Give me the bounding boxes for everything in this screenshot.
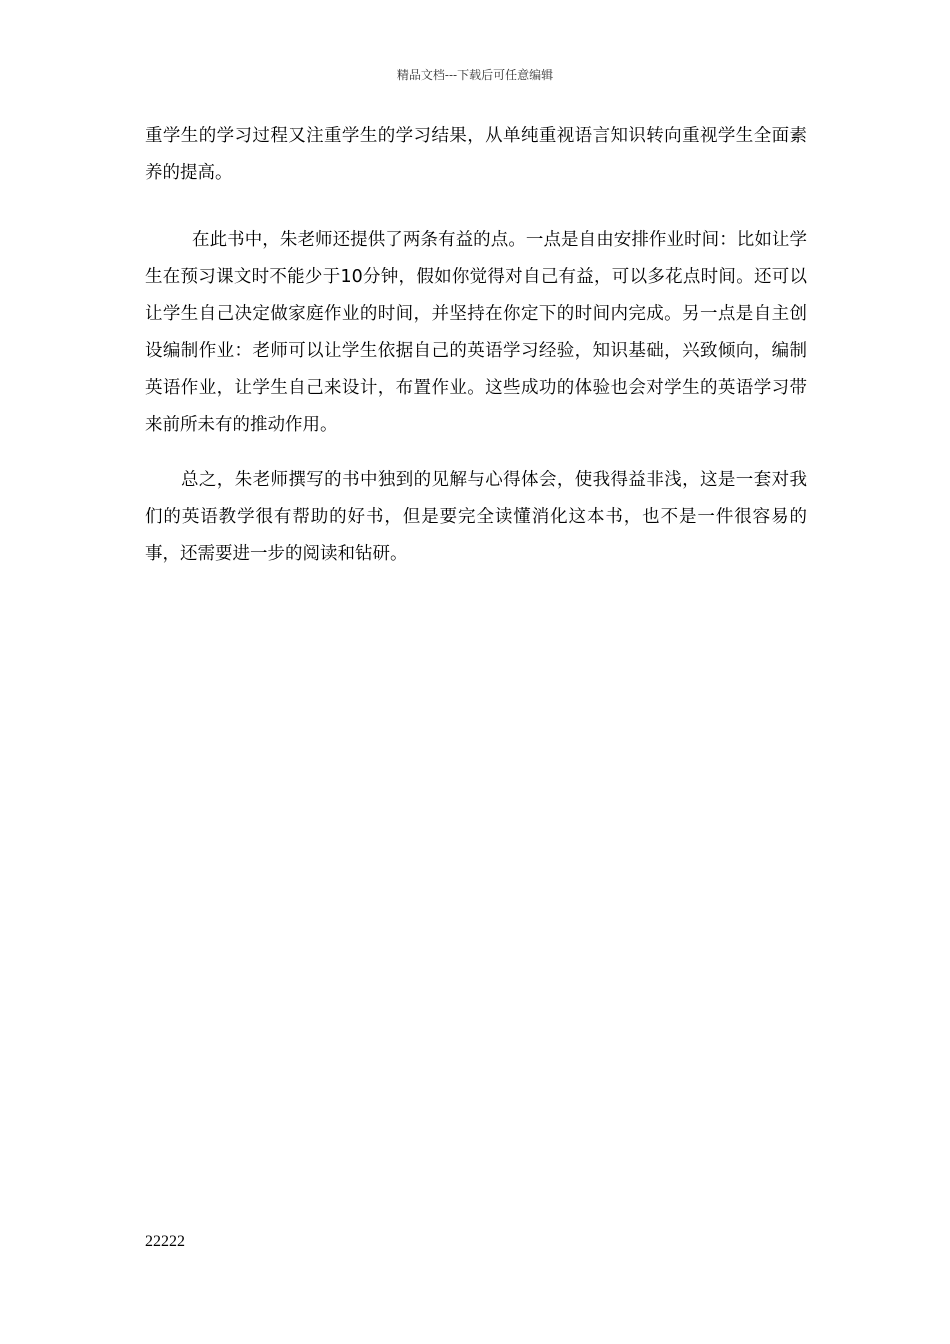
page-number: 22222	[145, 1233, 185, 1250]
paragraph-3: 总之，朱老师撰写的书中独到的见解与心得体会，使我得益非浅，这是一套对我们的英语教学很有帮助的好书，但是要完全读懂消化这本书，也不是一件很容易的事，还需要进一步的阅读和钻研。	[145, 470, 807, 564]
paragraph-1: 重学生的学习过程又注重学生的学习结果，从单纯重视语言知识转向重视学生全面素养的提高。	[145, 126, 807, 183]
page-header: 精品文档---下载后可任意编辑	[396, 68, 554, 82]
paragraph-2: 在此书中，朱老师还提供了两条有益的点。一点是自由安排作业时间：比如让学生在预习课文时不能少于10分钟，假如你觉得对自己有益，可以多花点时间。还可以让学生自己决定做家庭作业的时间，并坚持在你定下的时间内完成。另一点是自主创设编制作业：老师可以让学生依据自己的英语学习经验，知识基础，兴致倾向，编制英语作业，让学生自己来设计，布置作业。这些成功的体验也会对学生的英语学习带来前所未有的推动作用。	[145, 230, 807, 435]
